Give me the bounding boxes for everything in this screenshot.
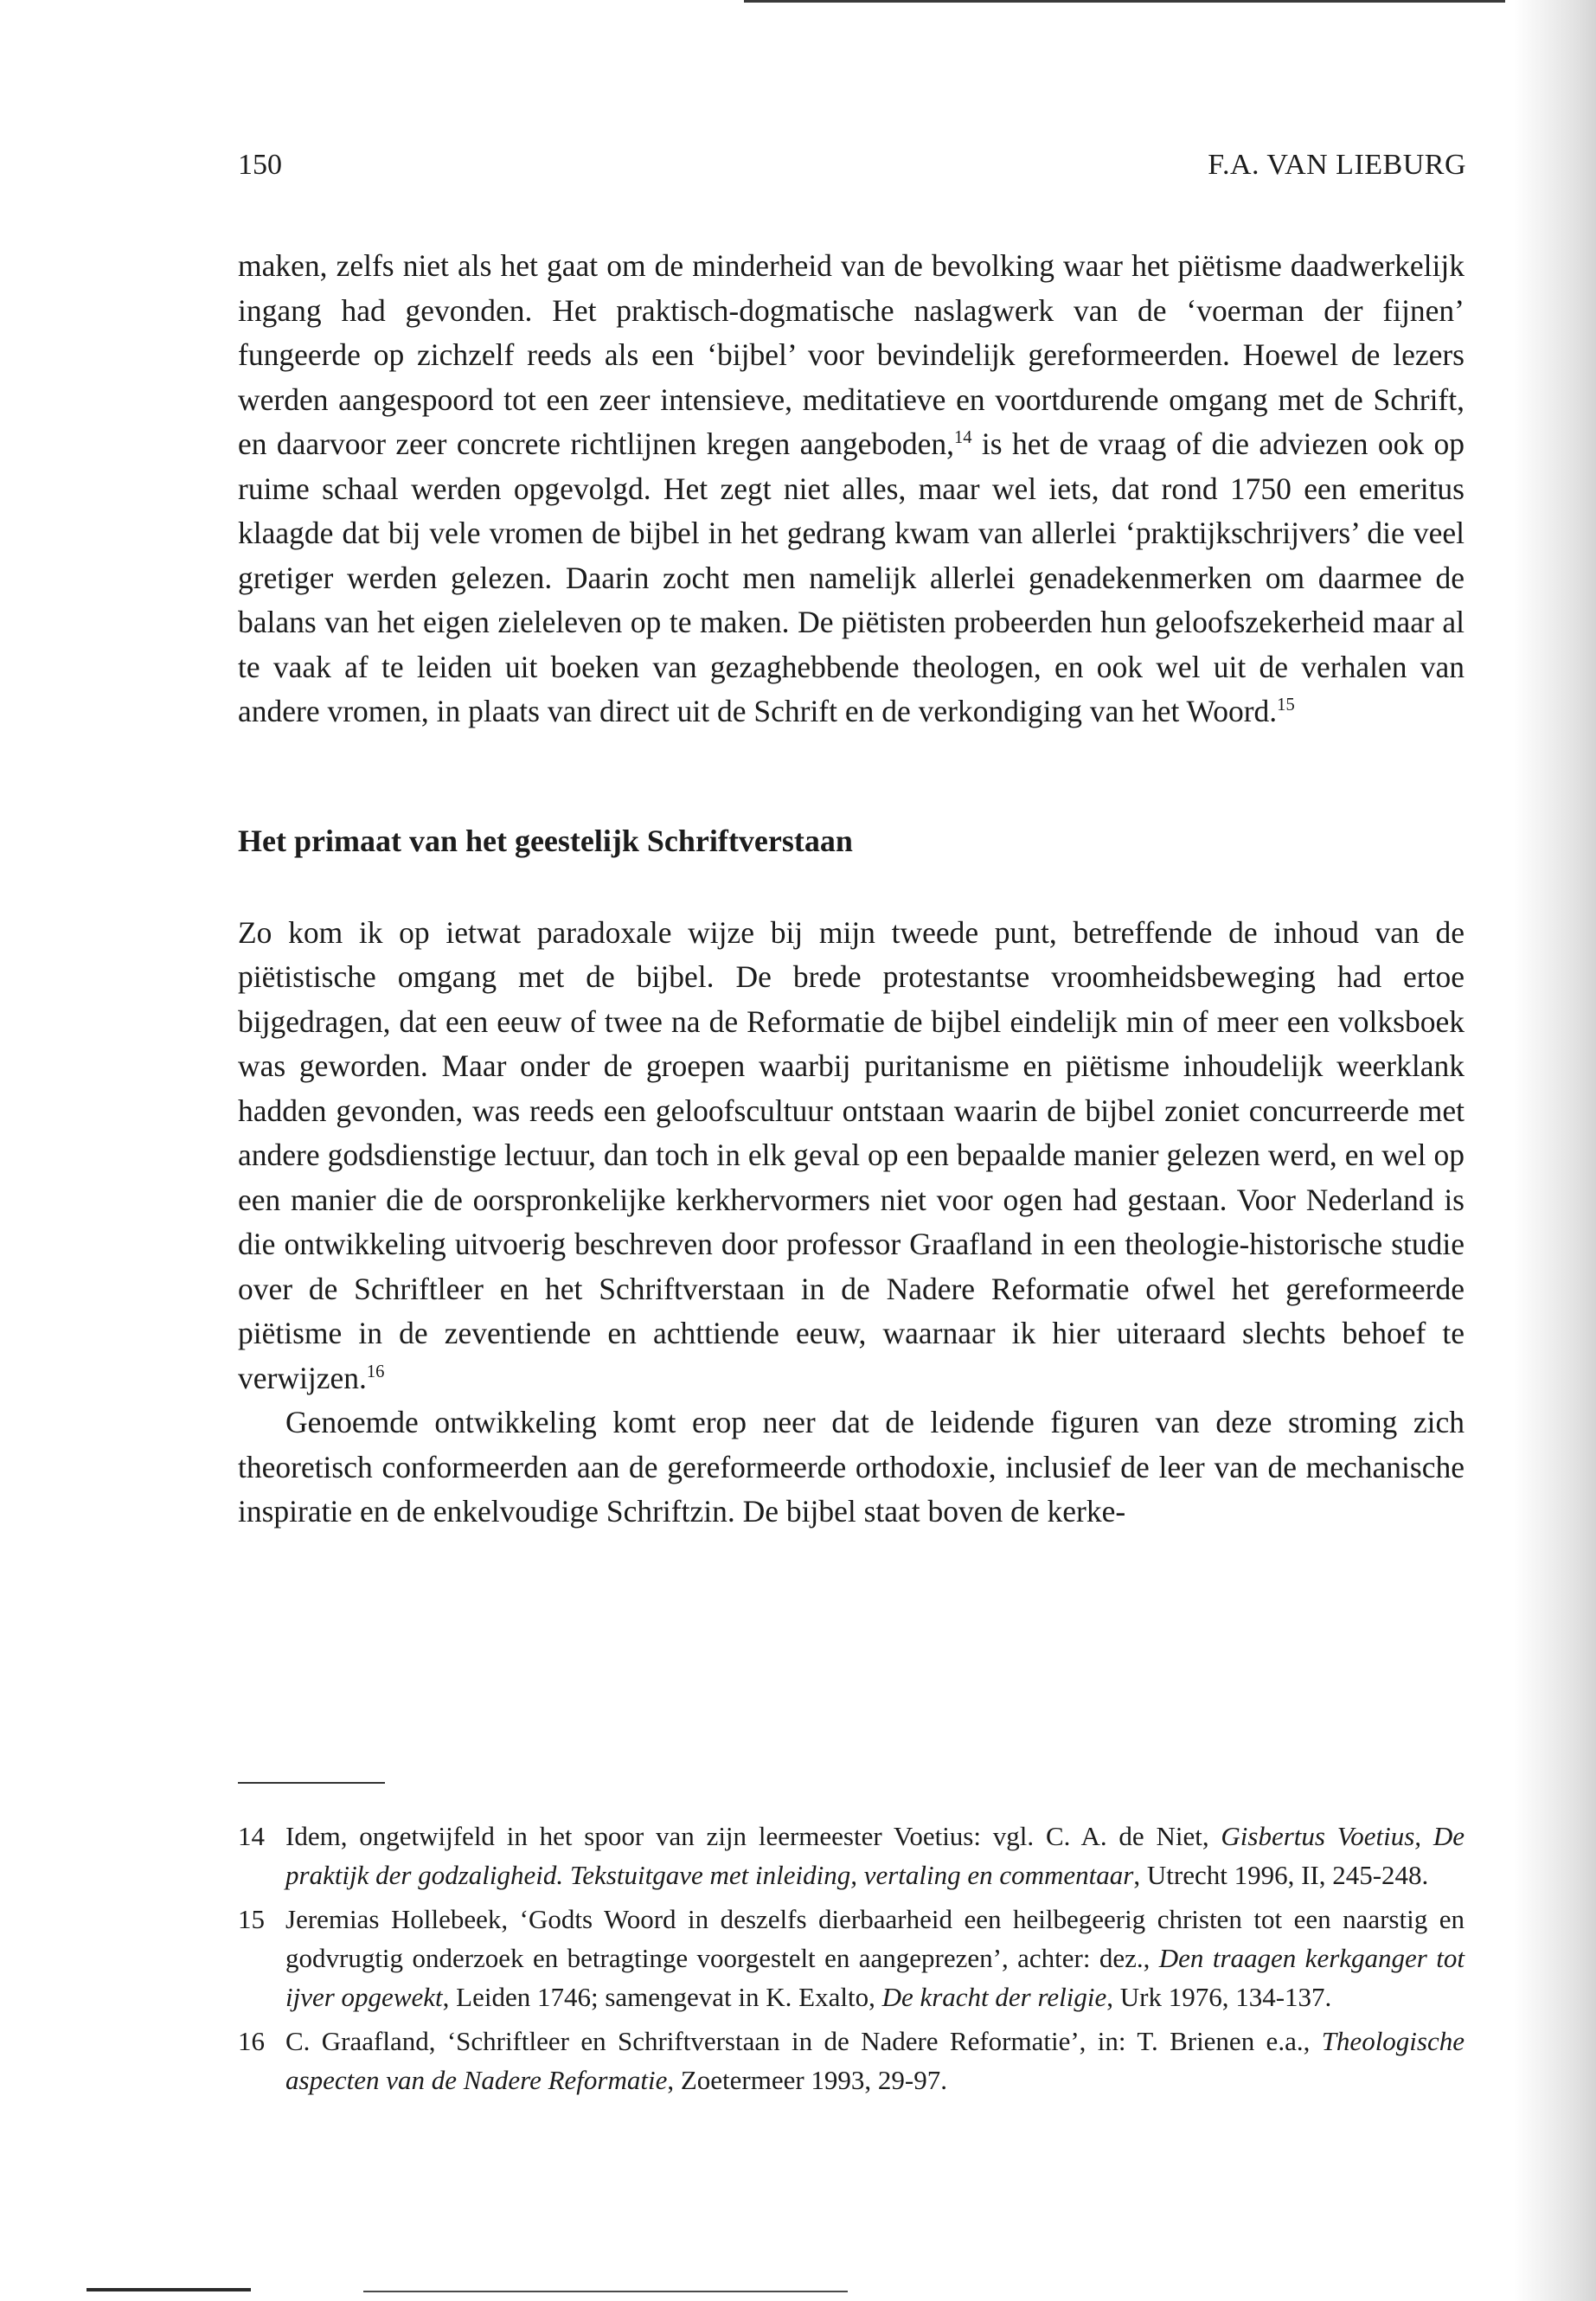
footnote-ref-16: 16 [366, 1362, 385, 1381]
footnote-text: , Leiden 1746; samengevat in K. Exalto, [442, 1982, 882, 2012]
footnote-number: 16 [238, 2026, 265, 2056]
footnote-16 [238, 2022, 1465, 2099]
footnote-text: Idem, ongetwijfeld in het spoor van zijn leermeester Voetius: vgl. C. A. de Niet, [285, 1821, 1221, 1851]
footnote-14 [238, 1817, 1465, 1894]
footnote-text: , Urk 1976, 134-137. [1106, 1982, 1332, 2012]
page-header [238, 149, 1466, 190]
paragraph-2-text: Zo kom ik op ietwat paradoxale wijze bij mijn tweede punt, betreffende de inhoud van de piëtistische omgang met de bijbel. De brede protestantse vroomheidsbeweging had ertoe bijgedragen, dat een eeuw of twee na de Reformatie de bijbel eindelijk min of meer een volksboek was geworden. Maar onder de groepen waarbij puritanisme en piëtisme inhoudelijk weerklank hadden gevonden, was reeds een geloofscultuur ontstaan waarin de bijbel zoniet concurreerde met andere godsdienstige lectuur, dan toch in elk geval op een bepaalde manier gelezen werd, en wel op een manier die de oorspronkelijke kerkhervormers niet voor ogen had gestaan. Voor Nederland is die ontwikkeling uitvoerig beschreven door professor Graafland in een theologie-historische studie over de Schriftleer en het Schriftverstaan in de Nadere Reformatie ofwel het gereformeerde piëtisme in de zeventiende en achttiende eeuw, waarnaar ik hier uiteraard slechts behoef te verwijzen. [238, 914, 1465, 1395]
footnote-text: C. Graafland, ‘Schriftleer en Schriftverstaan in de Nadere Reformatie’, in: T. Brienen e.a., [285, 2026, 1322, 2056]
running-head: F.A. VAN LIEBURG [1208, 149, 1466, 181]
footnote-text: , Zoetermeer 1993, 29-97. [667, 2065, 947, 2095]
footnote-title: Theologische aspecten van de Nadere Reformatie [285, 2026, 1465, 2095]
scan-bottom-rule [363, 2291, 848, 2292]
footnote-title: Gisbertus Voetius, De praktijk der godzaligheid. Tekstuitgave met inleiding, vertaling en commentaar [285, 1821, 1465, 1890]
scan-bottom-mark [87, 2288, 251, 2291]
footnote-title: Den traagen kerkganger tot ijver opgewekt [285, 1943, 1465, 2012]
footnote-text: Jeremias Hollebeek, ‘Godts Woord in deszelfs dierbaarheid een heilbegeerig christen tot een naarstig en godvrugtig onderzoek en betragtinge voorgestelt en aangeprezen’, achter: dez., [285, 1904, 1465, 1973]
page-edge-shadow [1514, 0, 1596, 2301]
footnote-text: , Utrecht 1996, II, 245-248. [1133, 1860, 1429, 1890]
scan-top-rule [744, 0, 1505, 3]
body-text [238, 244, 1465, 1535]
footnote-number: 15 [238, 1904, 265, 1934]
section-heading: Het primaat van het geestelijk Schriftverstaan [238, 823, 853, 858]
paragraph-1 [238, 244, 1465, 734]
footnote-title: De kracht der religie [881, 1982, 1107, 2012]
page-number: 150 [238, 149, 282, 181]
paragraph-2 [238, 911, 1465, 1401]
footnote-number: 14 [238, 1821, 265, 1851]
footnote-ref-14: 14 [953, 428, 972, 448]
paragraph-1-text-cont: is het de vraag of die adviezen ook op ruime schaal werden opgevolgd. Het zegt niet alles, maar wel iets, dat rond 1750 een emeritus klaagde dat bij vele vromen de bijbel in het gedrang kwam van allerlei ‘praktijkschrijvers’ die veel gretiger werden gelezen. Daarin zocht men namelijk allerlei genadekenmerken om daarmee de balans van het eigen zieleleven op te maken. De piëtisten probeerden hun geloofszekerheid maar al te vaak af te leiden uit boeken van gezaghebbende theologen, en ook wel uit de verhalen van andere vromen, in plaats van direct uit de Schrift en de verkondiging van het Woord. [238, 426, 1465, 728]
paragraph-3: Genoemde ontwikkeling komt erop neer dat de leidende figuren van deze stroming zich theoretisch conformeerden aan de gereformeerde orthodoxie, inclusief de leer van de mechanische inspiratie en de enkelvoudige Schriftzin. De bijbel staat boven de kerke- [238, 1405, 1465, 1529]
paragraph-1-text: maken, zelfs niet als het gaat om de minderheid van de bevolking waar het piëtisme daadwerkelijk ingang had gevonden. Het praktisch-dogmatische naslagwerk van de ‘voerman der fijnen’ fungeerde op zichzelf reeds als een ‘bijbel’ voor bevindelijk gereformeerden. Hoewel de lezers werden aangespoord tot een zeer intensieve, meditatieve en voortdurende omgang met de Schrift, en daarvoor zeer concrete richtlijnen kregen aangeboden, [238, 248, 1465, 461]
footnotes [238, 1817, 1465, 2105]
footnote-ref-15: 15 [1277, 695, 1295, 715]
footnote-separator [238, 1782, 385, 1784]
footnote-15 [238, 1900, 1465, 2016]
